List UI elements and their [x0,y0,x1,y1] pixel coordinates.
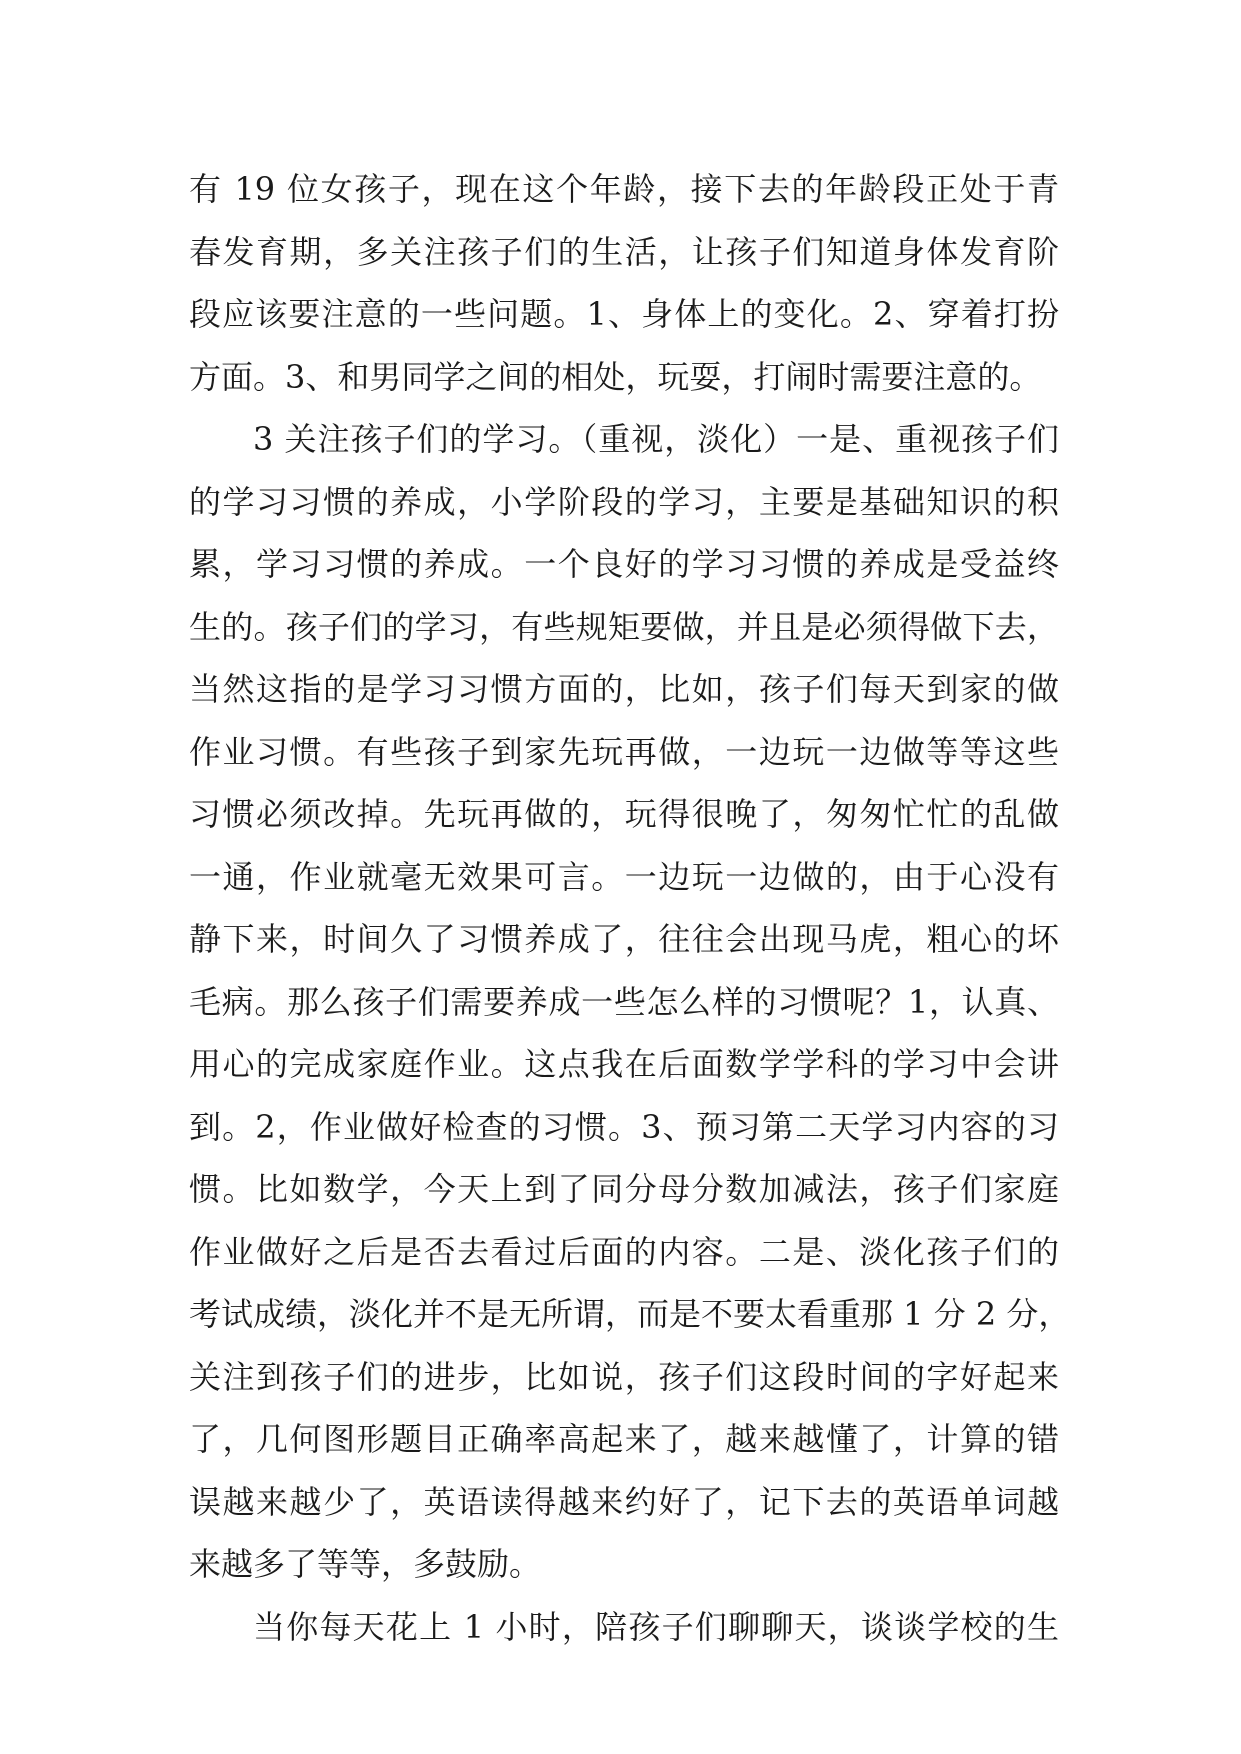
text-line: 当你每天花上 1 小时，陪孩子们聊聊天，谈谈学校的生 [253,1607,1059,1646]
text-line: 习惯必须改掉。先玩再做的，玩得很晚了，匆匆忙忙的乱做 [189,795,1059,833]
text-line: 的学习习惯的养成，小学阶段的学习，主要是基础知识的积 [189,482,1059,521]
text-line: 当然这指的是学习习惯方面的，比如，孩子们每天到家的做 [189,670,1059,708]
text-line: 春发育期，多关注孩子们的生活，让孩子们知道身体发育阶 [189,232,1059,271]
text-line: 有 19 位女孩子，现在这个年龄，接下去的年龄段正处于青 [189,170,1059,208]
text-line: 惯。比如数学，今天上到了同分母分数加减法，孩子们家庭 [189,1170,1059,1208]
text-line: 用心的完成家庭作业。这点我在后面数学学科的学习中会讲 [189,1045,1059,1083]
text-line: 生的。孩子们的学习，有些规矩要做，并且是必须得做下去， [189,607,1059,646]
text-line: 作业做好之后是否去看过后面的内容。二是、淡化孩子们的 [189,1232,1059,1271]
text-line: 考试成绩，淡化并不是无所谓，而是不要太看重那 1 分 2 分， [189,1295,1071,1333]
text-line: 方面。3、和男同学之间的相处，玩耍，打闹时需要注意的。 [189,357,1042,396]
text-line: 3 关注孩子们的学习。（重视，淡化）一是、重视孩子们 [253,420,1059,458]
text-line: 作业习惯。有些孩子到家先玩再做，一边玩一边做等等这些 [189,732,1059,771]
text-line: 一通，作业就毫无效果可言。一边玩一边做的，由于心没有 [189,857,1059,896]
text-line: 关注到孩子们的进步，比如说，孩子们这段时间的字好起来 [189,1357,1059,1396]
text-line: 段应该要注意的一些问题。1、身体上的变化。2、穿着打扮 [189,295,1059,333]
text-line: 累，学习习惯的养成。一个良好的学习习惯的养成是受益终 [189,545,1059,583]
text-line: 误越来越少了，英语读得越来约好了，记下去的英语单词越 [189,1482,1059,1521]
text-line: 了，几何图形题目正确率高起来了，越来越懂了，计算的错 [189,1420,1059,1458]
text-line: 到。2，作业做好检查的习惯。3、预习第二天学习内容的习 [189,1107,1059,1146]
text-line: 来越多了等等，多鼓励。 [189,1545,542,1583]
body-text [189,158,1071,1658]
text-line: 静下来，时间久了习惯养成了，往往会出现马虎，粗心的坏 [189,920,1059,958]
text-line: 毛病。那么孩子们需要养成一些怎么样的习惯呢？1，认真、 [189,982,1059,1021]
